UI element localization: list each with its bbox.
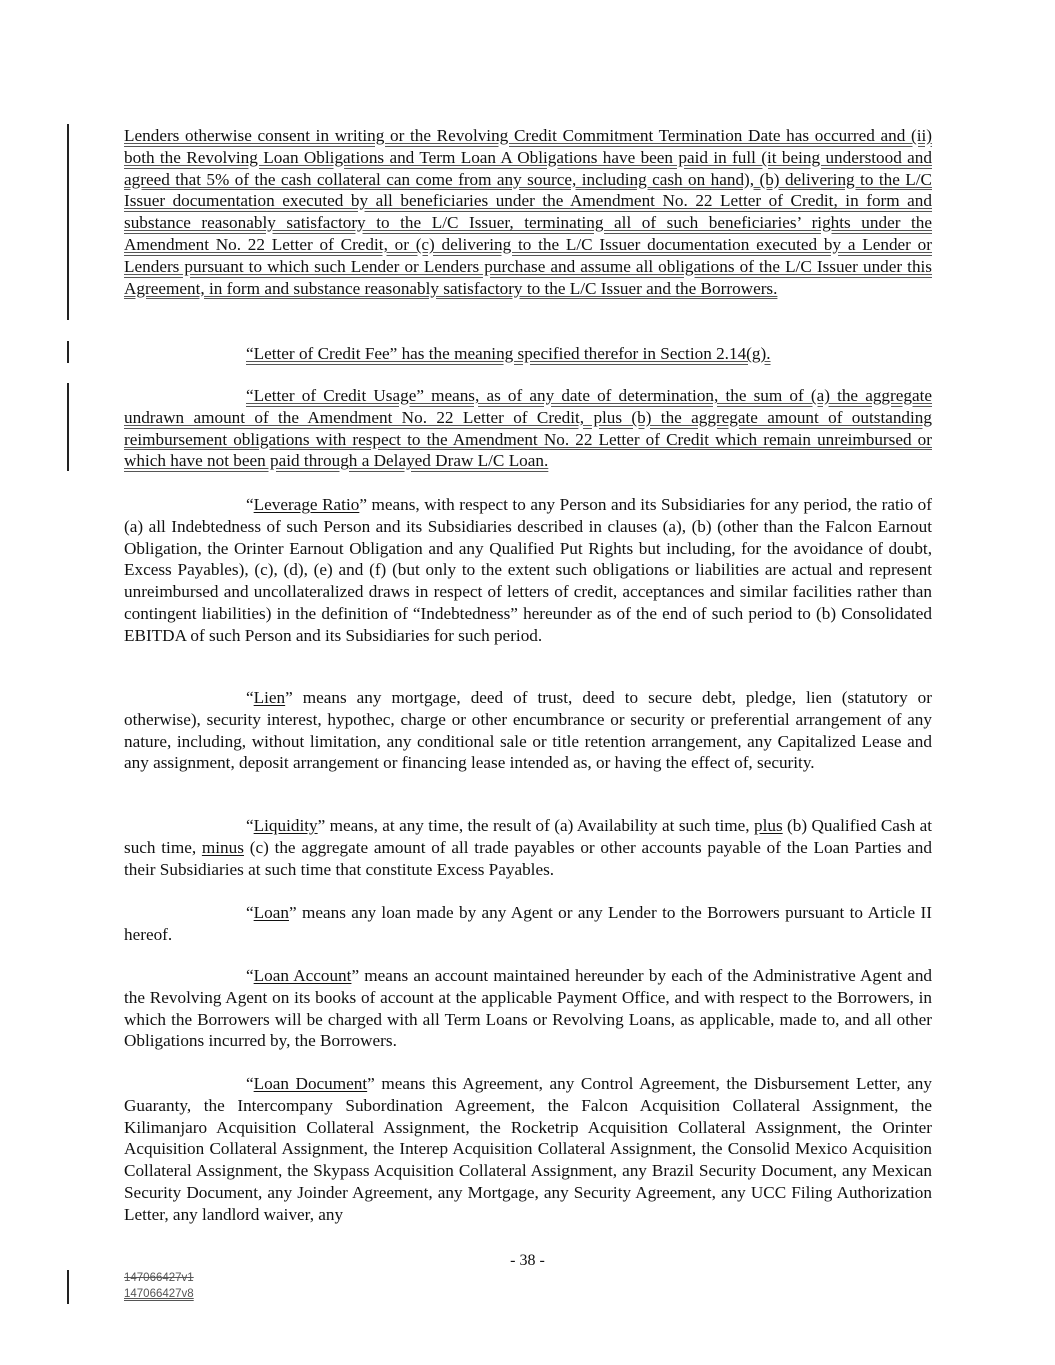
definition-text: ” means, with respect to any Person and its Subsidiaries for any period, the ratio of (a) all Indebtedness of such Person and its Subsidiaries described in clauses (a), (b) (other than the Falcon Earnout Obligation, the Orinter Earnout Obligation and any Qualified Put Rights but including, for the avoidance of doubt, Excess Payables), (c), (d), (e) and (f) (but only to the extent such obligations or liabilities are actual and represent unreimbursed and uncollateralized draws in respect of letters of credit, acceptances and similar facilities rather than contingent liabilities) in the definition of “Indebtedness” hereunder as of the end of such period to (b) Consolidated EBITDA of such Person and its Subsidiaries for such period.	[124, 495, 933, 645]
defined-term: Loan	[253, 903, 289, 922]
definition-letter-of-credit-usage	[124, 385, 932, 472]
open-quote: “	[246, 966, 254, 985]
definition-text: ” means, at any time, the result of (a) Availability at such time,	[317, 816, 754, 835]
open-quote: “	[246, 903, 254, 922]
definition-text: ” means any mortgage, deed of trust, deed to secure debt, pledge, lien (statutory or otherwise), security interest, hypothec, charge or other encumbrance or security or preferential arrangement of any nature, including, without limitation, any conditional sale or title retention arrangement, any Capitalized Lease and any assignment, deposit arrangement or financing lease intended as, or having the effect of, security.	[124, 688, 932, 773]
inserted-text: “Letter of Credit Fee” has the meaning specified therefor in Section 2.14(g).	[246, 344, 771, 363]
minus-word: minus	[201, 837, 244, 857]
definition-liquidity	[124, 815, 932, 880]
page-number: - 38 -	[510, 1252, 545, 1269]
definition-letter-of-credit-fee	[124, 343, 932, 365]
doc-id-deleted: 147066427v1	[124, 1272, 194, 1284]
definition-leverage-ratio	[124, 494, 932, 647]
definition-loan-account	[124, 965, 932, 1052]
definition-loan	[124, 902, 932, 946]
change-bar	[67, 124, 69, 320]
definition-lien	[124, 687, 932, 774]
open-quote: “	[246, 495, 254, 514]
defined-term: Liquidity	[253, 816, 318, 835]
inserted-text: Lenders otherwise consent in writing or the Revolving Credit Commitment Termination Date has occurred and (ii) both the Revolving Loan Obligations and Term Loan A Obligations have been paid in full (it being understood and agreed that 5% of the cash collateral can come from any source, including cash on hand), (b) delivering to the L/C Issuer documentation executed by all beneficiaries under the Amendment No. 22 Letter of Credit, in form and substance reasonably satisfactory to the L/C Issuer, terminating all of such beneficiaries’ rights under the Amendment No. 22 Letter of Credit, or (c) delivering to the L/C Issuer documentation executed by a Lender or Lenders pursuant to which such Lender or Lenders purchase and assume all obligations of the L/C Issuer under this Agreement, in form and substance reasonably satisfactory to the L/C Issuer and the Borrowers.	[124, 126, 932, 298]
open-quote: “	[246, 816, 254, 835]
change-bar	[67, 341, 69, 363]
doc-id-inserted: 147066427v8	[124, 1288, 194, 1300]
defined-term: Lien	[253, 688, 286, 707]
paragraph-lc-termination	[124, 125, 932, 299]
definition-text: ” means this Agreement, any Control Agreement, the Disbursement Letter, any Guaranty, the Intercompany Subordination Agreement, the Falcon Acquisition Collateral Assignment, the Kilimanjaro Acquisition Collateral Assignment, the Rocketrip Acquisition Collateral Assignment, the Orinter Acquisition Collateral Assignment, the Interep Acquisition Collateral Assignment, the Consolid Mexico Acquisition Collateral Assignment, the Skypass Acquisition Collateral Assignment, any Brazil Security Document, any Mexican Security Document, any Joinder Agreement, any Mortgage, any Security Agreement, any UCC Filing Authorization Letter, any landlord waiver, any	[124, 1074, 932, 1224]
definition-text: (b) Qualified Cash at such time,	[124, 816, 933, 857]
change-bar	[67, 1270, 69, 1304]
defined-term: Loan Document	[253, 1074, 368, 1093]
definition-text: ” means an account maintained hereunder by each of the Administrative Agent and the Revolving Agent on its books of account at the applicable Payment Office, and with respect to the Borrowers, in which the Borrowers will be charged with all Term Loans or Revolving Loans, as applicable, made to, and all other Obligations incurred by, the Borrowers.	[124, 966, 933, 1051]
plus-word: plus	[754, 816, 783, 835]
definition-loan-document	[124, 1073, 932, 1226]
defined-term: Loan Account	[253, 966, 352, 985]
open-quote: “	[246, 688, 254, 707]
definition-text: ” means any loan made by any Agent or any Lender to the Borrowers pursuant to Article II hereof.	[124, 903, 932, 944]
definition-text: (c) the aggregate amount of all trade payables or other accounts payable of the Loan Parties and their Subsidiaries at such time that constitute Excess Payables.	[124, 837, 932, 879]
open-quote: “	[246, 1074, 254, 1093]
change-bar	[67, 383, 69, 471]
inserted-text: “Letter of Credit Usage” means, as of any date of determination, the sum of (a) the aggregate undrawn amount of the Amendment No. 22 Letter of Credit, plus (b) the aggregate amount of outstanding reimbursement obligations with respect to the Amendment No. 22 Letter of Credit which remain unreimbursed or which have not been paid through a Delayed Draw L/C Loan.	[124, 386, 932, 471]
defined-term: Leverage Ratio	[253, 495, 360, 514]
